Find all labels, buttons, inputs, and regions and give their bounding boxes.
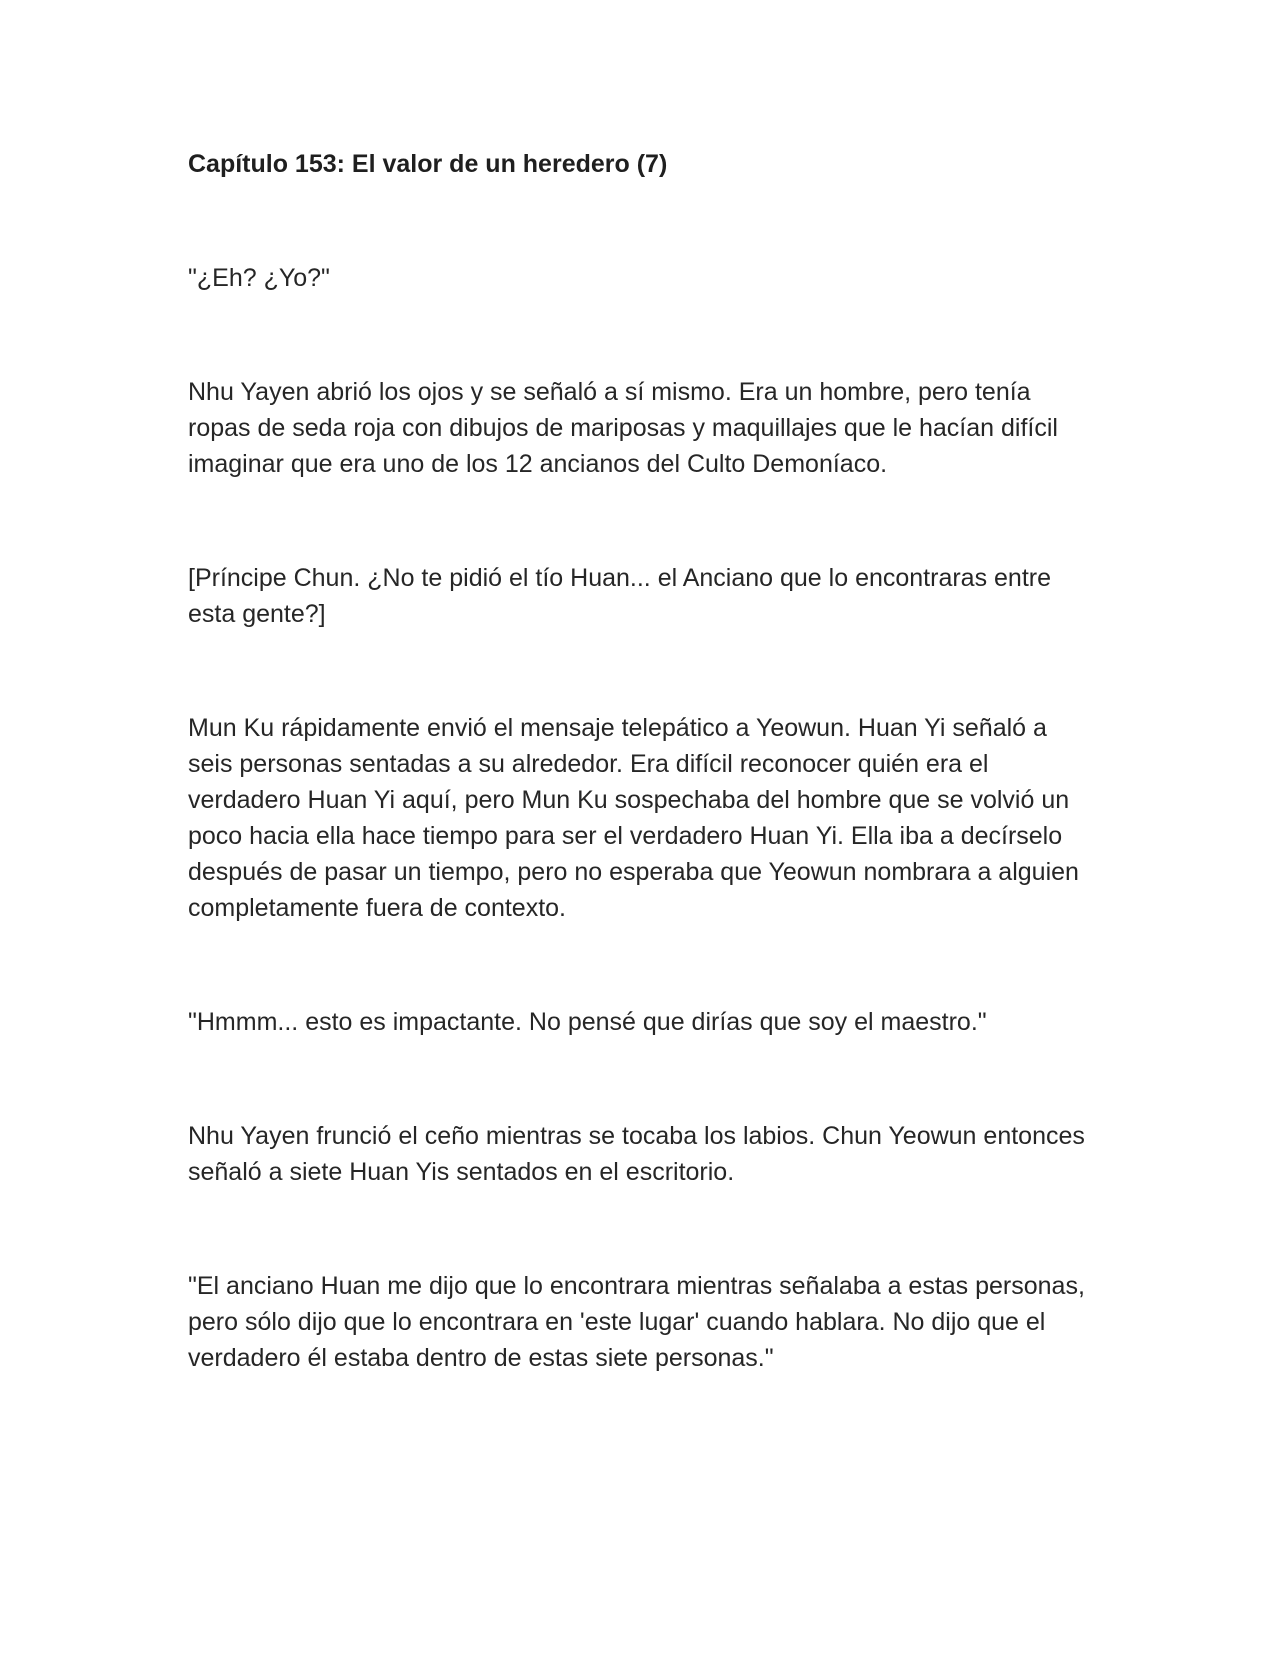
spacer	[188, 1040, 1088, 1118]
spacer	[188, 632, 1088, 710]
paragraph-2: Nhu Yayen abrió los ojos y se señaló a sí mismo. Era un hombre, pero tenía ropas de seda roja con dibujos de mariposas y maquillajes que le hacían difícil imaginar que era uno de los 12 ancianos del Culto Demoníaco.	[188, 378, 1058, 478]
chapter-title: Capítulo 153: El valor de un heredero (7)	[188, 150, 668, 178]
spacer	[188, 296, 1088, 374]
paragraph-1: "¿Eh? ¿Yo?"	[188, 264, 330, 292]
spacer	[188, 182, 1088, 260]
paragraph-6: Nhu Yayen frunció el ceño mientras se tocaba los labios. Chun Yeowun entonces señaló a siete Huan Yis sentados en el escritorio.	[188, 1122, 1085, 1186]
paragraph-5: "Hmmm... esto es impactante. No pensé que dirías que soy el maestro."	[188, 1008, 987, 1036]
spacer	[188, 926, 1088, 1004]
paragraph-7: "El anciano Huan me dijo que lo encontrara mientras señalaba a estas personas, pero sólo dijo que lo encontrara en 'este lugar' cuando hablara. No dijo que el verdadero él estaba dentro de estas siete personas."	[188, 1272, 1085, 1372]
paragraph-3: [Príncipe Chun. ¿No te pidió el tío Huan... el Anciano que lo encontraras entre esta gente?]	[188, 564, 1052, 628]
spacer	[188, 1190, 1088, 1268]
document-page	[188, 146, 1088, 1376]
paragraph-4: Mun Ku rápidamente envió el mensaje telepático a Yeowun. Huan Yi señaló a seis personas sentadas a su alrededor. Era difícil reconocer quién era el verdadero Huan Yi aquí, pero Mun Ku sospechaba del hombre que se volvió un poco hacia ella hace tiempo para ser el verdadero Huan Yi. Ella iba a decírselo después de pasar un tiempo, pero no esperaba que Yeowun nombrara a alguien completamente fuera de contexto.	[188, 714, 1079, 922]
spacer	[188, 482, 1088, 560]
